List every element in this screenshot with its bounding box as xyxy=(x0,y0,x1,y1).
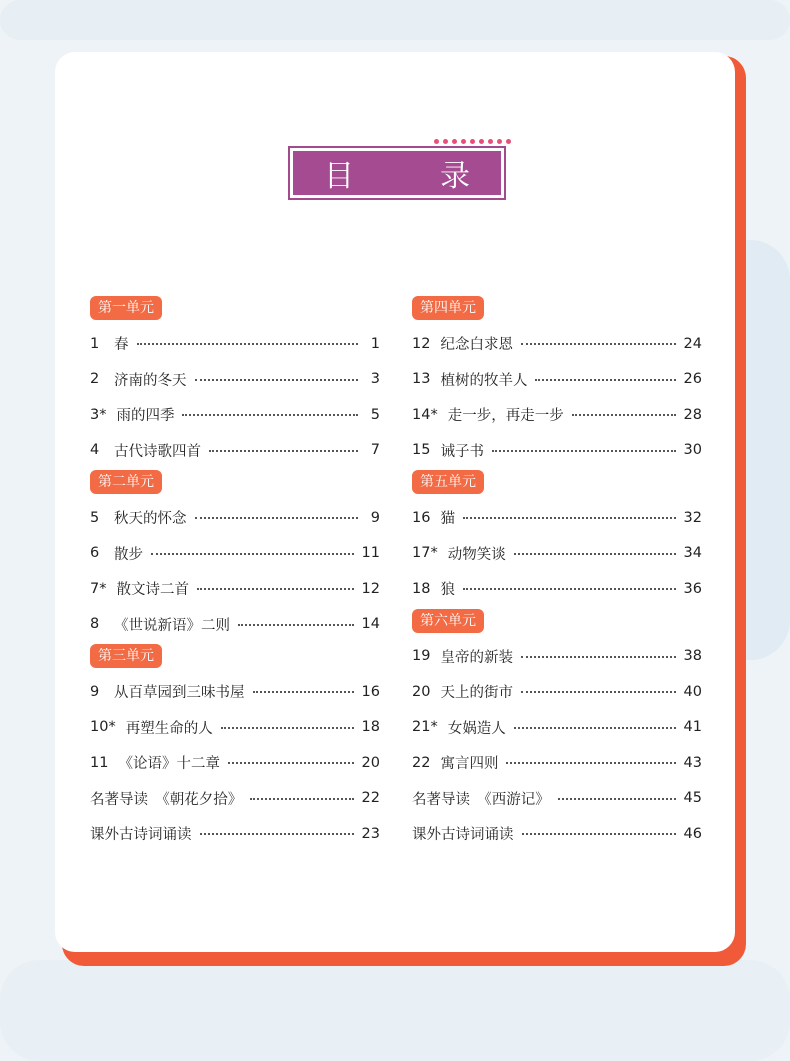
lesson-number: 18 xyxy=(412,580,431,597)
toc-title: 目 录 xyxy=(293,151,501,195)
toc-entry[interactable] xyxy=(90,433,380,469)
lesson-title: 纪念白求恩 xyxy=(440,337,513,354)
page-number: 7 xyxy=(370,442,380,459)
page-number: 18 xyxy=(361,719,380,736)
lesson-number: 3* xyxy=(90,406,107,423)
lesson-number: 20 xyxy=(412,683,431,700)
dot-leader xyxy=(514,726,676,729)
lesson-number: 14* xyxy=(412,406,438,423)
dot-leader xyxy=(253,690,354,693)
lesson-number: 1 xyxy=(90,335,100,352)
dot-leader xyxy=(506,761,675,764)
page-number: 5 xyxy=(370,406,380,423)
lesson-title: 《论语》十二章 xyxy=(118,756,220,773)
lesson-number: 12 xyxy=(412,335,431,352)
unit-badge: 第四单元 xyxy=(412,296,484,320)
lesson-number: 11 xyxy=(90,754,109,771)
dot-leader xyxy=(151,552,354,555)
toc-entry[interactable] xyxy=(412,500,702,536)
dot-leader xyxy=(522,832,676,835)
lesson-number: 10* xyxy=(90,719,116,736)
lesson-title: 从百草园到三味书屋 xyxy=(114,685,245,702)
dot-leader xyxy=(521,690,676,693)
dot-leader xyxy=(182,413,358,416)
dot-leader xyxy=(238,623,354,626)
left-column xyxy=(90,296,380,852)
toc-entry[interactable] xyxy=(412,816,702,852)
page-number: 36 xyxy=(683,580,702,597)
toc-entry[interactable] xyxy=(90,397,380,433)
toc-entry[interactable] xyxy=(412,326,702,362)
dot-leader xyxy=(200,832,354,835)
page-number: 26 xyxy=(683,371,702,388)
dot-leader xyxy=(195,378,359,381)
toc-entry[interactable] xyxy=(90,500,380,536)
lesson-title: 皇帝的新装 xyxy=(440,649,513,666)
toc-entry[interactable] xyxy=(90,362,380,398)
lesson-number: 8 xyxy=(90,616,100,633)
unit-badge: 第五单元 xyxy=(412,470,484,494)
unit-badge: 第二单元 xyxy=(90,470,162,494)
toc-entry[interactable] xyxy=(412,362,702,398)
dot-leader xyxy=(463,516,676,519)
lesson-title: 古代诗歌四首 xyxy=(114,443,201,460)
page-number: 11 xyxy=(361,545,380,562)
page-number: 34 xyxy=(683,545,702,562)
toc-entry[interactable] xyxy=(90,710,380,746)
lesson-number: 22 xyxy=(412,754,431,771)
dot-leader xyxy=(137,342,359,345)
toc-title-box xyxy=(288,146,506,200)
lesson-title: 植树的牧羊人 xyxy=(440,372,528,389)
page-number: 16 xyxy=(361,683,380,700)
lesson-title: 济南的冬天 xyxy=(114,372,187,389)
toc-entry[interactable] xyxy=(412,433,702,469)
lesson-title: 猫 xyxy=(440,511,455,528)
dot-leader xyxy=(572,413,676,416)
page-number: 23 xyxy=(361,825,380,842)
lesson-number: 19 xyxy=(412,648,431,665)
lesson-number: 16 xyxy=(412,509,431,526)
lesson-title: 名著导读 《朝花夕拾》 xyxy=(90,791,243,808)
lesson-title: 天上的街市 xyxy=(440,685,513,702)
page-number: 22 xyxy=(361,790,380,807)
unit-badge: 第六单元 xyxy=(412,609,484,633)
lesson-number: 15 xyxy=(412,442,431,459)
lesson-title: 春 xyxy=(114,337,129,354)
lesson-number: 13 xyxy=(412,371,431,388)
toc-entry[interactable] xyxy=(412,571,702,607)
page-number: 20 xyxy=(361,754,380,771)
lesson-number: 21* xyxy=(412,719,438,736)
lesson-title: 名著导读 《西游记》 xyxy=(412,791,550,808)
page-number: 32 xyxy=(683,509,702,526)
lesson-title: 散步 xyxy=(114,546,143,563)
toc-entry[interactable] xyxy=(412,745,702,781)
page-number: 46 xyxy=(683,825,702,842)
dot-leader xyxy=(514,552,676,555)
lesson-title: 走一步，再走一步 xyxy=(447,408,564,425)
toc-entry[interactable] xyxy=(90,571,380,607)
dot-leader xyxy=(221,726,354,729)
toc-entry[interactable] xyxy=(90,536,380,572)
lesson-number: 6 xyxy=(90,545,100,562)
dot-leader xyxy=(535,378,675,381)
dot-leader xyxy=(521,655,676,658)
toc-entry[interactable] xyxy=(90,674,380,710)
lesson-number: 7* xyxy=(90,580,107,597)
lesson-title: 秋天的怀念 xyxy=(114,511,187,528)
page-number: 38 xyxy=(683,648,702,665)
toc-entry[interactable] xyxy=(412,536,702,572)
unit-badge: 第一单元 xyxy=(90,296,162,320)
dot-leader xyxy=(521,342,676,345)
lesson-title: 诫子书 xyxy=(440,443,484,460)
lesson-title: 《世说新语》二则 xyxy=(114,617,230,634)
toc-entry[interactable] xyxy=(412,397,702,433)
page-number: 14 xyxy=(361,616,380,633)
lesson-title: 课外古诗词诵读 xyxy=(90,827,192,844)
toc-entry[interactable] xyxy=(412,674,702,710)
toc-entry[interactable] xyxy=(412,710,702,746)
lesson-number: 17* xyxy=(412,545,438,562)
dot-leader xyxy=(463,587,676,590)
dot-leader xyxy=(250,797,353,800)
toc-entry[interactable] xyxy=(412,639,702,675)
page-number: 12 xyxy=(361,580,380,597)
unit-badge: 第三单元 xyxy=(90,644,162,668)
dot-leader xyxy=(558,797,676,800)
page-number: 9 xyxy=(370,509,380,526)
page-number: 30 xyxy=(683,442,702,459)
toc-entry[interactable] xyxy=(90,326,380,362)
lesson-number: 2 xyxy=(90,371,100,388)
toc-entry[interactable] xyxy=(90,781,380,817)
lesson-title: 动物笑谈 xyxy=(447,546,506,563)
title-decoration xyxy=(434,139,511,144)
lesson-title: 寓言四则 xyxy=(440,756,499,773)
lesson-number: 5 xyxy=(90,509,100,526)
page-number: 1 xyxy=(370,335,380,352)
page-number: 28 xyxy=(683,406,702,423)
page-number: 43 xyxy=(683,754,702,771)
dot-leader xyxy=(492,449,676,452)
lesson-title: 散文诗二首 xyxy=(116,582,189,599)
dot-leader xyxy=(209,449,358,452)
right-column xyxy=(412,296,702,852)
lesson-title: 狼 xyxy=(440,582,455,599)
page-number: 40 xyxy=(683,683,702,700)
page-number: 24 xyxy=(683,335,702,352)
lesson-number: 9 xyxy=(90,683,100,700)
toc-entry[interactable] xyxy=(90,745,380,781)
page-number: 45 xyxy=(683,790,702,807)
lesson-number: 4 xyxy=(90,442,100,459)
dot-leader xyxy=(228,761,354,764)
toc-entry[interactable] xyxy=(90,816,380,852)
lesson-title: 雨的四季 xyxy=(116,408,175,425)
toc-entry[interactable] xyxy=(90,607,380,643)
lesson-title: 课外古诗词诵读 xyxy=(412,827,514,844)
page-number: 41 xyxy=(683,719,702,736)
lesson-title: 再塑生命的人 xyxy=(125,720,213,737)
toc-entry[interactable] xyxy=(412,781,702,817)
dot-leader xyxy=(195,516,359,519)
dot-leader xyxy=(197,587,354,590)
page-number: 3 xyxy=(370,371,380,388)
lesson-title: 女娲造人 xyxy=(447,720,506,737)
